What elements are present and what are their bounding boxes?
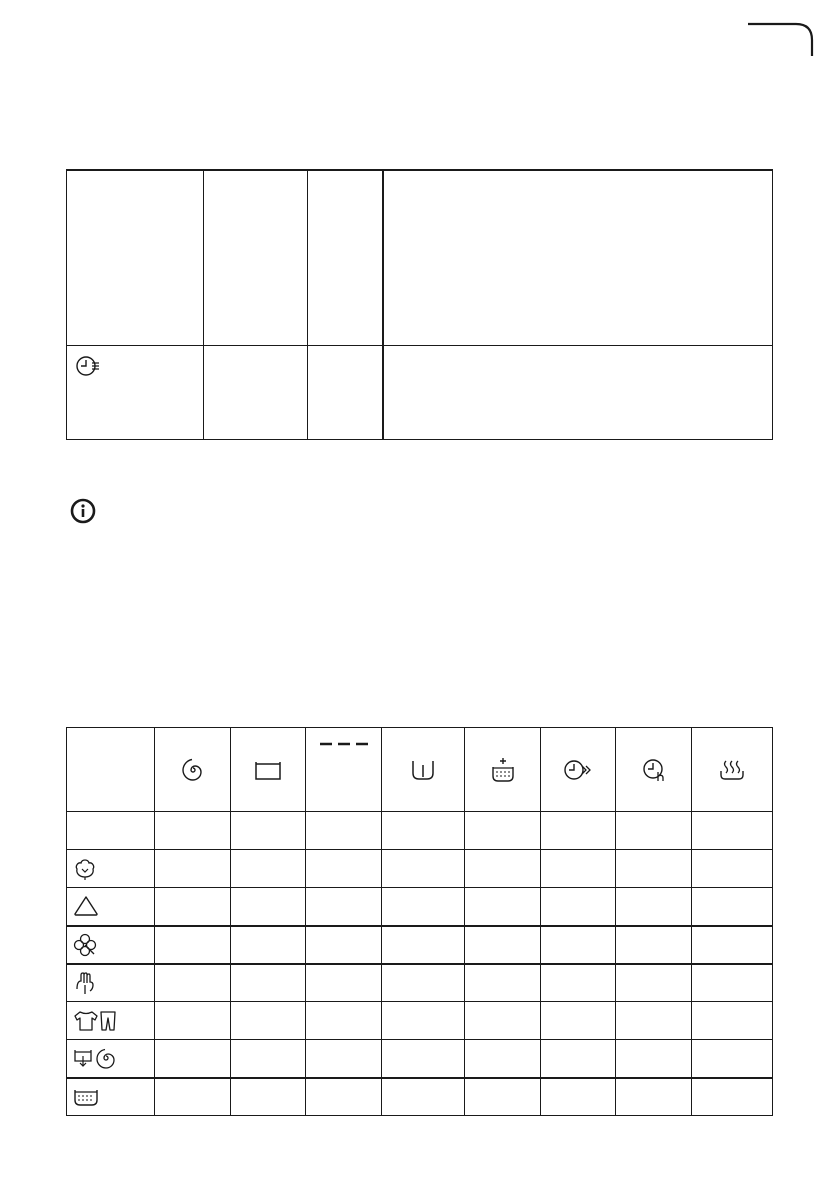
table-cell [465,926,541,964]
table-cell [67,728,155,812]
table-cell [306,926,382,964]
table-cell [616,850,692,888]
program-cell [67,850,155,888]
table-row [67,964,773,1002]
table-cell [382,1078,465,1116]
time-save-icon [75,354,101,378]
cotton-icon [73,857,97,881]
table-cell [204,345,308,439]
table-cell [465,850,541,888]
header-row [67,728,773,812]
table-cell [382,964,465,1002]
table-cell [155,926,231,964]
table-cell [155,850,231,888]
table-cell [465,888,541,926]
table-row [67,1078,773,1116]
table-cell [155,964,231,1002]
table-cell [616,812,692,850]
table-row [67,1040,773,1078]
table-cell [692,1078,773,1116]
table-cell [616,1040,692,1078]
table-row [67,1002,773,1040]
table-cell [616,1078,692,1116]
spin-icon [180,757,206,783]
table-cell [306,964,382,1002]
table-cell [231,850,306,888]
table-cell [382,926,465,964]
header-cell [231,728,306,812]
table-cell [465,964,541,1002]
table-cell [692,812,773,850]
header-cell [306,728,382,812]
table-cell [67,345,204,439]
table-cell [231,1002,306,1040]
table-row [67,170,773,345]
synthetics-icon [73,895,99,917]
table-cell [383,345,773,439]
header-cell [155,728,231,812]
delicates-icon [73,933,97,957]
table-cell [692,1002,773,1040]
table-cell [231,1078,306,1116]
table-cell [67,170,204,345]
table-cell [616,1002,692,1040]
cut-mark-icon [748,22,814,56]
table-cell [231,926,306,964]
time-save-icon [563,758,593,782]
table-cell [155,1078,231,1116]
table-cell [616,964,692,1002]
table-cell [306,850,382,888]
table-cell [382,812,465,850]
program-cell [67,1002,155,1040]
steam-icon [719,759,745,781]
table-cell [306,888,382,926]
program-cell [67,1078,155,1116]
table-cell [155,888,231,926]
table-cell [382,1040,465,1078]
table-cell [465,1040,541,1078]
table-cell [616,888,692,926]
table-row [67,850,773,888]
program-cell [67,888,155,926]
table-cell [692,1040,773,1078]
info-icon [70,498,96,524]
header-cell [616,728,692,812]
program-cell [67,812,155,850]
table-cell [155,1040,231,1078]
header-cell [541,728,616,812]
table-cell [616,926,692,964]
extra-rinse-icon [491,757,515,783]
table-cell [465,1002,541,1040]
table-cell [465,1078,541,1116]
table-cell [541,1002,616,1040]
table-cell [692,888,773,926]
table-cell [231,964,306,1002]
table-cell [541,850,616,888]
table-cell [308,345,383,439]
program-cell [67,926,155,964]
table-cell [308,170,383,345]
table-cell [541,926,616,964]
wool-icon [73,971,97,995]
table-cell [541,964,616,1002]
table-cell [692,850,773,888]
table-row [67,888,773,926]
hand-wash-icon [73,1087,99,1107]
table-row [67,812,773,850]
rinse-hold-icon [254,759,282,781]
program-cell [67,1040,155,1078]
option-description-table [66,169,773,440]
prewash-icon [411,759,435,781]
table-cell [231,888,306,926]
table-cell [383,170,773,345]
table-cell [541,1040,616,1078]
table-cell [306,1078,382,1116]
header-cell [692,728,773,812]
rinse-spin-icon [73,1047,117,1069]
table-row [67,926,773,964]
program-cell [67,964,155,1002]
table-cell [231,1040,306,1078]
header-cell [382,728,465,812]
table-cell [541,1078,616,1116]
mixed-icon [73,1010,117,1032]
table-cell [204,170,308,345]
table-cell [541,888,616,926]
delay-start-icon [642,758,666,782]
table-cell [692,964,773,1002]
table-cell [231,812,306,850]
header-cell [465,728,541,812]
table-cell [541,812,616,850]
table-cell [382,1002,465,1040]
table-cell [306,1002,382,1040]
table-cell [692,926,773,964]
table-cell [382,850,465,888]
table-row [67,345,773,439]
table-cell [306,812,382,850]
table-cell [155,812,231,850]
table-cell [155,1002,231,1040]
dash-display-icon [318,736,370,756]
compatibility-table [66,727,773,1116]
table-cell [306,1040,382,1078]
table-cell [382,888,465,926]
table-cell [465,812,541,850]
